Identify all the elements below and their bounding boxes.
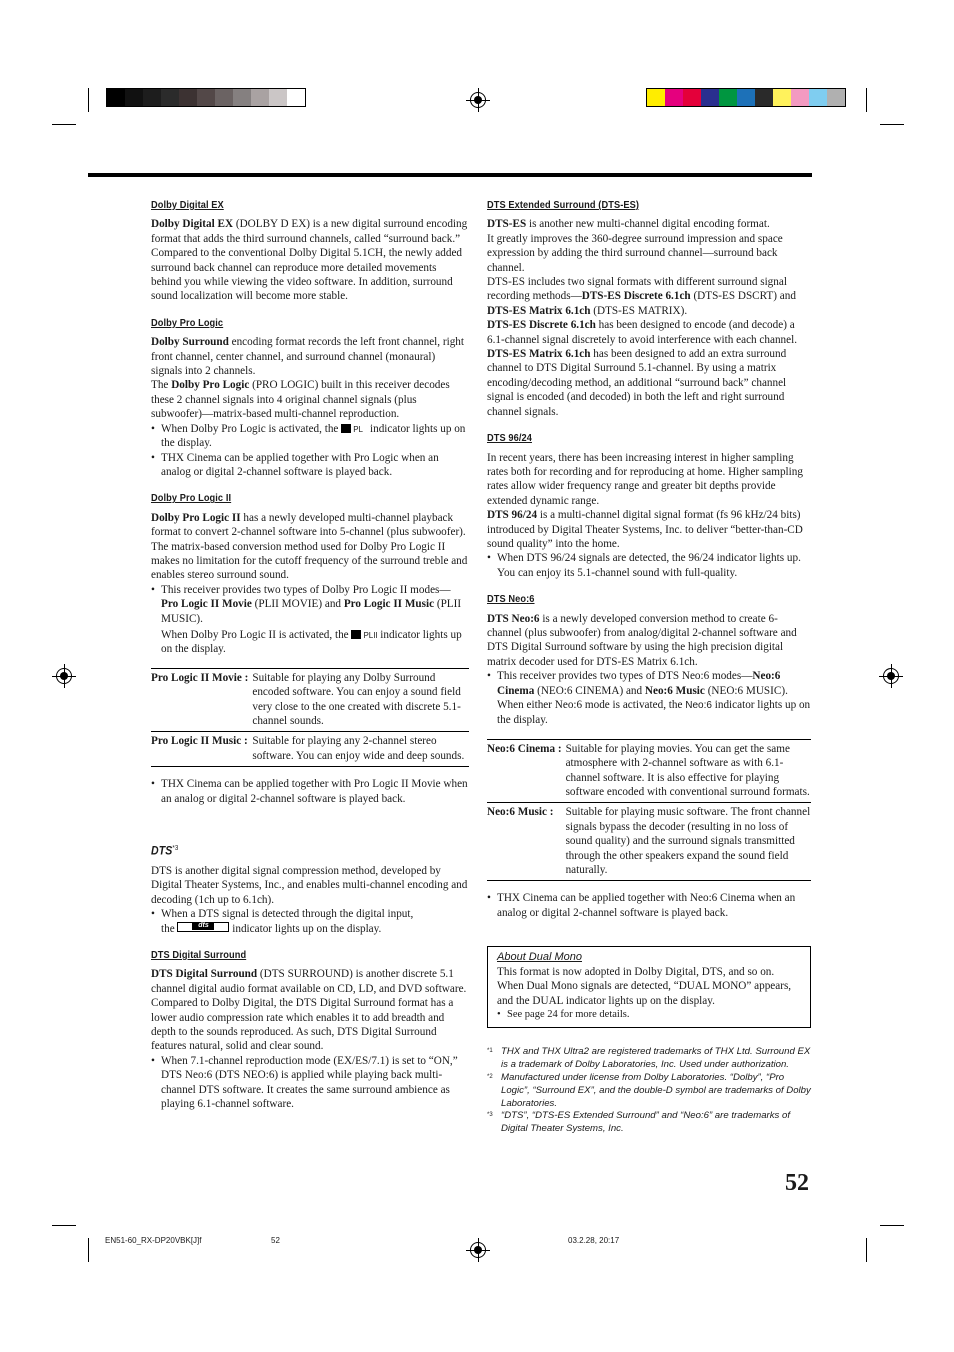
paragraph: DTS-ES Matrix 6.1ch has been designed to add an extra surround channel to DTS Digital Surround 5.1-channel. By using a matrix encoding/decoding method, an additional “surround back” channel signal is encoded (and decoded) in both the left and right surround channel signals.: [487, 348, 787, 418]
crop-mark: [88, 88, 89, 112]
paragraph: When Dolby Pro Logic II is activated, the PLII indicator lights up on the display.: [161, 628, 462, 656]
table-row: Pro Logic II Movie : Suitable for playing any Dolby Surround encoded software. You can enjoy a sound field very close to the one created with discrete 5.1-channel sounds.: [151, 668, 469, 732]
list-item: • THX Cinema can be applied together with Pro Logic when an analog or digital 2-channel software is played back.: [151, 451, 469, 480]
footnote: *3 “DTS”, “DTS-ES Extended Surround” and “Neo:6” are trademarks of Digital Theater Systems, Inc.: [487, 1110, 790, 1135]
slug-file: EN51-60_RX-DP20VBK[J]f: [105, 1236, 202, 1245]
bullet-list: [497, 1008, 801, 1022]
paragraph: This format is now adopted in Dolby Digital, DTS, and so on. When Dual Mono signals are detected, “DUAL MONO” appears, and the DUAL indicator lights up on the display.: [497, 965, 792, 1007]
header-rule: [88, 173, 812, 177]
table-row: Neo:6 Music : Suitable for playing music software. The front channel signals bypass the decoder (resulting in no loss of sound quality) and the surround signals transmitted through the other speakers expand the sound field naturally.: [487, 803, 811, 881]
paragraph: In recent years, there has been increasing interest in higher sampling rates both for recording and for reproducing at home. Higher sampling rates allow wider frequency range and greater bit depths provide extended dynamic range.: [487, 451, 803, 507]
color-swatch: [665, 89, 683, 106]
gray-swatch: [233, 89, 251, 106]
gray-swatch: [269, 89, 287, 106]
table-row: Neo:6 Cinema : Suitable for playing movies. You can get the same atmosphere with 2-channel software as with 6.1-channel software. It is also effective for playing software encoded with conventional surround formats.: [487, 739, 811, 803]
slug-date: 03.2.28, 20:17: [568, 1236, 620, 1245]
right-column: [487, 198, 811, 1136]
footnote: *1 THX and THX Ultra2 are registered trademarks of THX Ltd. Surround EX is a trademark of Dolby Laboratories, Inc. Used under authorization.: [487, 1046, 811, 1071]
bullet-list: [487, 669, 811, 728]
paragraph: Dolby Pro Logic II has a newly developed multi-channel playback format to convert 2-channel software into 5-channel (plus subwoofer). The matrix-based conversion method used for Dolby Pro Logic II makes no limitation for the cutoff frequency of the surround treble and enables stereo surround sound.: [151, 511, 468, 582]
bullet-list: [151, 422, 469, 480]
gray-swatch: [197, 89, 215, 106]
crop-mark: [866, 88, 867, 112]
gray-swatch: [179, 89, 197, 106]
list-item: • When a DTS signal is detected through the digital input, the dts indicator lights up on the display.: [151, 907, 469, 936]
left-column: [151, 198, 469, 1111]
crop-mark: [880, 124, 904, 125]
color-swatch: [737, 89, 755, 106]
paragraph: Compared to the conventional Dolby Digital 5.1CH, the newly added surround back channel can reproduce more detailed movements behind you while viewing the video software. In addition, surround sound localization will become more stable.: [151, 247, 463, 303]
list-item: • THX Cinema can be applied together with Neo:6 Cinema when an analog or digital 2-channel software is played back.: [487, 891, 811, 920]
paragraph: Dolby Digital EX (DOLBY D EX) is a new digital surround encoding format that adds the third surround channels, called “surround back.”: [151, 218, 468, 245]
list-item: • When Dolby Pro Logic is activated, the PL indicator lights up on the display.: [151, 422, 469, 451]
paragraph: DTS-ES is another new multi-channel digital encoding format.: [487, 218, 770, 231]
heading-dts-96-24: DTS 96/24: [487, 432, 532, 445]
paragraph: DTS-ES includes two signal formats with different surround signal recording methods—DTS-ES Discrete 6.1ch (DTS-ES DSCRT) and DTS-ES Matrix 6.1ch (DTS-ES MATRIX).: [487, 276, 796, 317]
paragraph: DTS 96/24 is a multi-channel digital signal format (fs 96 kHz/24 bits) introduced by Digital Theater Systems, Inc. to deliver “better-than-CD sound quality” into the home.: [487, 509, 803, 550]
list-item: • When DTS 96/24 signals are detected, the 96/24 indicator lights up. You can enjoy its 5.1-channel sound with full-quality.: [487, 551, 811, 580]
paragraph: DTS is another digital signal compression method, developed by Digital Theater Systems, Inc., and enables multi-channel encoding and decoding (1ch up to 6.1ch).: [151, 864, 468, 906]
list-item: • This receiver provides two types of Dolby Pro Logic II modes— Pro Logic II Movie (PLII MOVIE) and Pro Logic II Music (PLII MUSIC).: [151, 583, 469, 626]
gray-swatch: [125, 89, 143, 106]
bullet-list: [151, 583, 469, 626]
list-item: • When 7.1-channel reproduction mode (EX/ES/7.1) is set to “ON,” DTS Neo:6 (DTS NEO:6) is applied while playing back multi-channel DTS software. It creates the same surround ambience as playing 6.1-channel software.: [151, 1054, 469, 1112]
dts-indicator-icon: dts: [177, 922, 229, 932]
color-swatch: [773, 89, 791, 106]
dolby-pl-indicator-icon: PL: [341, 424, 367, 433]
paragraph: DTS Neo:6 is a newly developed conversion method to create 6-channel (plus subwoofer) from analog/digital 2-channel software and DTS Digital Surround software by using the high precision digital matrix decoder used for DTS-ES Matrix 6.1ch.: [487, 612, 797, 668]
color-swatch: [719, 89, 737, 106]
pro-logic-ii-modes-table: [151, 668, 469, 767]
box-title: About Dual Mono: [497, 951, 582, 964]
footnote: *2 Manufactured under license from Dolby Laboratories. “Dolby”, “Pro Logic”, “Surround EX”, and the double-D symbol are trademarks of Dolby Laboratories.: [487, 1071, 811, 1109]
paragraph: The Dolby Pro Logic (PRO LOGIC) built in this receiver decodes these 2 channel signals into 4 original channel signals (plus subwoofer)—matrix-based multi-channel reproduction.: [151, 379, 450, 421]
crop-mark: [88, 1238, 89, 1262]
bullet-list: [151, 907, 469, 936]
color-swatch: [701, 89, 719, 106]
gray-swatch: [251, 89, 269, 106]
registration-mark-left: [56, 668, 72, 684]
heading-dolby-digital-ex: Dolby Digital EX: [151, 199, 224, 211]
table-row: Pro Logic II Music : Suitable for playing any 2-channel stereo software. You can enjoy wide and deep sounds.: [151, 732, 469, 767]
color-swatch: [755, 89, 773, 106]
gray-swatch: [143, 89, 161, 106]
bullet-list: [487, 891, 811, 920]
heading-dolby-pro-logic: Dolby Pro Logic: [151, 316, 224, 329]
gray-swatch: [215, 89, 233, 106]
color-swatch: [791, 89, 809, 106]
crop-mark: [52, 124, 76, 125]
color-swatch: [683, 89, 701, 106]
bullet-list: [487, 551, 811, 580]
color-bar: [646, 88, 846, 107]
color-swatch: [809, 89, 827, 106]
registration-mark-right: [883, 668, 899, 684]
paragraph: DTS Digital Surround (DTS SURROUND) is another discrete 5.1 channel digital audio format available on CD, LD, and DVD software.: [151, 968, 467, 995]
heading-dts: DTS$^{*3}$: [151, 843, 179, 858]
about-dual-mono-box: [487, 946, 811, 1028]
list-item: • This receiver provides two types of DTS Neo:6 modes—Neo:6 Cinema (NEO:6 CINEMA) and Neo:6 Music (NEO:6 MUSIC). When either Neo:6 mode is activated, the Neo:6 indicator lights up on the display.: [487, 669, 811, 728]
color-swatch: [647, 89, 665, 106]
bullet-list: [151, 1054, 469, 1112]
registration-mark-top: [470, 92, 486, 108]
gray-swatch: [107, 89, 125, 106]
heading-dts-digital-surround: DTS Digital Surround: [151, 948, 247, 961]
list-item: • THX Cinema can be applied together with Pro Logic II Movie when an analog or digital 2-channel software is played back.: [151, 777, 469, 806]
crop-mark: [880, 1225, 904, 1226]
paragraph: Compared to Dolby Digital, the DTS Digital Surround format has a lower audio compression rate which enables it to add breadth and depth to the sounds reproduced. As such, DTS Digital Surround features natural, solid and clear sound.: [151, 997, 454, 1053]
gray-swatch: [161, 89, 179, 106]
heading-dolby-pro-logic-ii: Dolby Pro Logic II: [151, 492, 232, 505]
heading-dts-es: DTS Extended Surround (DTS-ES): [487, 199, 640, 211]
list-item: • See page 24 for more details.: [497, 1008, 801, 1022]
footnotes: [487, 1046, 811, 1136]
slug-page: 52: [271, 1236, 280, 1245]
grayscale-bar: [106, 88, 306, 107]
neo6-modes-table: [487, 739, 811, 882]
heading-dts-neo6: DTS Neo:6: [487, 593, 535, 606]
bullet-list: [151, 777, 469, 806]
paragraph: It greatly improves the 360-degree surround impression and space expression by adding the third surround channel—surround back channel.: [487, 232, 783, 274]
paragraph: Dolby Surround encoding format records the left front channel, right front channel, center channel, and surround channel (monaural) signals into 2 channels.: [151, 336, 464, 378]
registration-mark-bottom: [470, 1242, 486, 1258]
color-swatch: [827, 89, 845, 106]
crop-mark: [866, 1238, 867, 1262]
page-number: 52: [785, 1170, 809, 1196]
crop-mark: [52, 1225, 76, 1226]
paragraph: DTS-ES Discrete 6.1ch has been designed to encode (and decode) a 6.1-channel signal discretely to avoid interference with each channel.: [487, 319, 798, 346]
gray-swatch: [287, 89, 305, 106]
dolby-plii-indicator-icon: PLII: [351, 630, 377, 639]
neo6-indicator: Neo:6: [685, 700, 712, 711]
